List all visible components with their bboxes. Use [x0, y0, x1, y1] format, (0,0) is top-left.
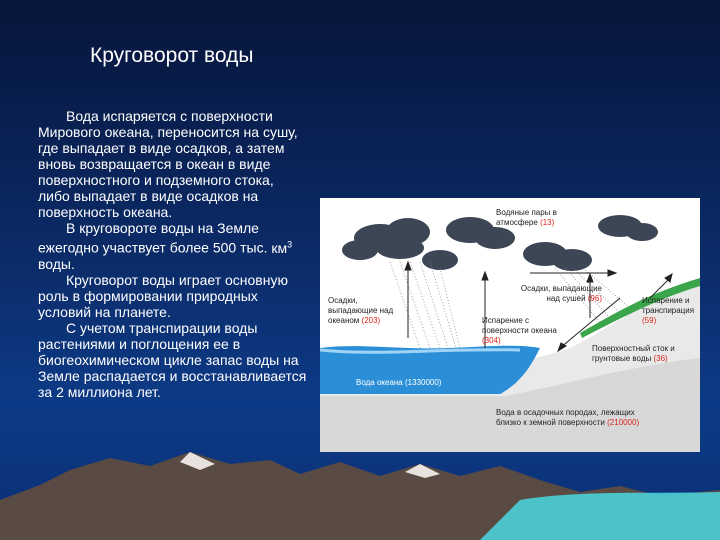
paragraph-volume: [38, 220, 308, 272]
slide-body: [38, 108, 308, 400]
label-runoff: Поверхностный сток и грунтовые воды (36): [592, 344, 675, 363]
label-precip-ocean: Осадки, выпадающие над океаном (203): [328, 296, 394, 325]
label-ocean: Вода океана (1330000): [356, 378, 442, 387]
label-vapour: Водяные пары в атмосфере (13): [496, 208, 557, 227]
slide-title: Круговорот воды: [90, 44, 254, 67]
volume-tail: воды.: [38, 255, 75, 272]
label-evap-plants: Испарение и транспирация (59): [642, 296, 695, 325]
label-ground: Вода в осадочных породах, лежащих близко к земной поверхности (210000): [496, 408, 640, 427]
label-precip-land: Осадки, выпадающие над сушей (96): [520, 284, 602, 303]
mountains-decoration: [0, 440, 720, 540]
water-cycle-diagram: [320, 198, 700, 452]
label-evap-ocean: Испарение с поверхности океана (304): [482, 316, 557, 345]
paragraph-evaporation: Вода испаряется с поверхности Мирового океана, переносится на сушу, где выпадает в виде осадков, а затем вновь возвращается в океан в виде поверхностного и подземного стока, либо выпадает в виде осадков на поверхность океана.: [38, 108, 298, 220]
paragraph-role: Круговорот воды играет основную роль в формировании природных условий на планете.: [38, 271, 288, 320]
volume-text: В круговороте воды на Земле ежегодно участвует более 500 тыс.: [38, 220, 268, 256]
paragraph-transpiration: С учетом транспирации воды растениями и поглощения ее в биогеохимическом цикле запас воды на Земле распадается и восстанавливается за 2 миллиона лет.: [38, 319, 307, 400]
volume-unit: $км^3$: [271, 239, 293, 256]
